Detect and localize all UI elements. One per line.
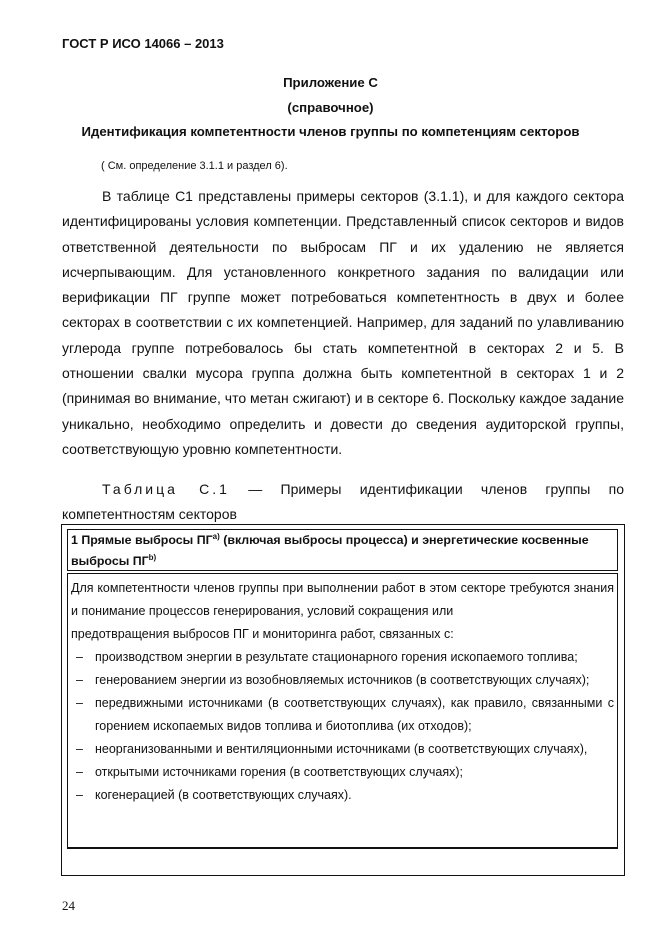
sector-intro-line2: предотвращения выбросов ПГ и мониторинга работ, связанных с: [71, 627, 454, 641]
dash-marker: – [76, 650, 83, 664]
list-item [68, 646, 617, 669]
table-caption-label: Таблица С.1 [102, 481, 230, 497]
list-item-text: открытыми источниками горения (в соответствующих случаях); [95, 765, 463, 779]
sector-intro-line1: Для компетентности членов группы при выполнении работ в этом секторе требуются знания и понимание процессов генерирования, условий сокращения или [71, 581, 614, 618]
footnote-a-marker: а) [212, 531, 220, 541]
sector-header-part1: 1 Прямые выбросы ПГ [71, 533, 213, 547]
list-item [68, 738, 617, 761]
dash-marker: – [76, 696, 83, 710]
footnote-b-marker: b) [148, 552, 157, 562]
page-number: 24 [62, 898, 75, 913]
list-item-text: неорганизованными и вентиляционными источниками (в соответствующих случаях), [95, 742, 588, 756]
appendix-status: (справочное) [287, 100, 374, 115]
reference-note: ( См. определение 3.1.1 и раздел 6). [101, 160, 288, 172]
table-sector-body [67, 573, 618, 849]
list-item [68, 692, 617, 738]
table-caption-text: — Примеры идентификации членов группы по компетентностям секторов [62, 481, 624, 522]
dash-marker: – [76, 673, 83, 687]
table-caption [62, 477, 624, 527]
list-item-text: производством энергии в результате стационарного горения ископаемого топлива; [95, 650, 578, 664]
appendix-title: Приложение С [283, 75, 378, 90]
dash-marker: – [76, 765, 83, 779]
document-header: ГОСТ Р ИСО 14066 – 2013 [62, 36, 224, 51]
dash-marker: – [76, 742, 83, 756]
list-item-text: передвижными источниками (в соответствующих случаях), как правило, связанными с горением ископаемых видов топлива и биотоплива (их отходов); [95, 696, 614, 733]
list-item [68, 761, 617, 784]
sector-header-part2: (включая выбросы процесса) и энергетические косвенные выбросы ПГ [71, 533, 589, 568]
list-item-text: когенерацией (в соответствующих случаях). [95, 788, 352, 802]
dash-marker: – [76, 788, 83, 802]
body-paragraph: В таблице С1 представлены примеры секторов (3.1.1), и для каждого сектора идентифицированы условия компетенции. Представленный список секторов и видов ответственной деятельности по выбросам ПГ и их удалению не является исчерпывающим. Для установленного конкретного задания по валидации или верификации ПГ группе может потребоваться компетентность в двух и более секторах в соответствии с их компетенцией. Например, для заданий по улавливанию углерода группе потребовалось бы стать компетентной в секторах 2 и 5. В отношении свалки мусора группа должна быть компетентной в секторах 1 и 2 (принимая во внимание, что метан сжигают) и в секторе 6. Поскольку каждое задание уникально, необходимо определить и довести до сведения аудиторской группы, соответствующую уровню компетентности. [62, 188, 624, 457]
sector-activity-list [68, 646, 617, 807]
list-item [68, 669, 617, 692]
sector-intro [68, 574, 617, 646]
table-sector-header [67, 529, 618, 571]
list-item [68, 784, 617, 807]
appendix-subtitle: Идентификация компетентности членов группы по компетенциям секторов [81, 124, 580, 139]
list-item-text: генерованием энергии из возобновляемых источников (в соответствующих случаях); [95, 673, 590, 687]
